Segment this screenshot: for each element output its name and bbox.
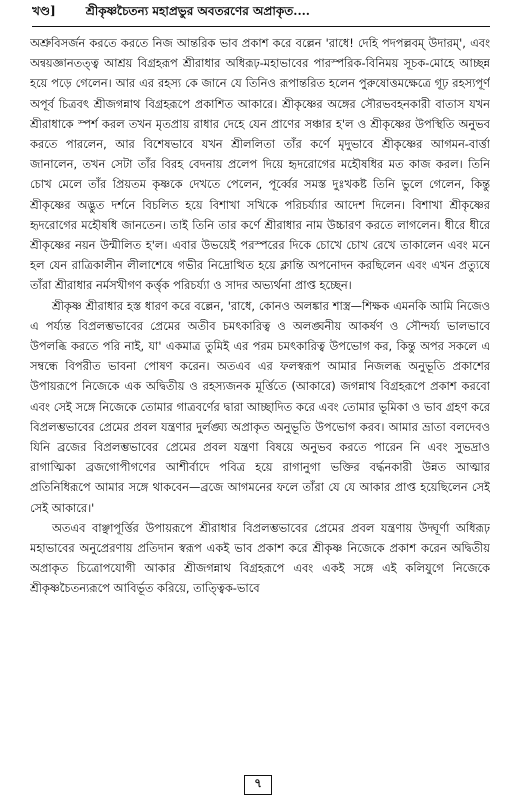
- header-divider: [32, 26, 490, 27]
- paragraph-1: অশ্রুবিসর্জন করতে করতে নিজ আন্তরিক ভাব প্রকাশ করে বল্লেন 'রাধে! দেহি পদপল্লবম্ উদারম্', এবং অন্বয়জ্ঞানতত্ত্ব আশ্রয় বিগ্রহরূপ শ্রীরাধার অধিরূঢ়-মহাভাবের পারস্পরিক-বিনিময় সূচক-মোহে আচ্ছন্ন হয়ে পড়ে গেলেন। আর এর রহস্য কে জানে যে তিনিও রূপান্তরিত হলেন পুরুষোত্তমক্ষেত্রে গূঢ় রহস্যপূর্ণ অপূর্ব চিত্রবৎ শ্রীজগন্নাথ বিগ্রহরূপে প্রকাশিত আকারে। শ্রীকৃষ্ণের অঙ্গের সৌরভবহনকারী বাতাস যখন শ্রীরাধাকে স্পর্শ করল তখন মৃতপ্রায় রাধার দেহে যেন প্রাণের সঞ্চার হ'ল ও শ্রীকৃষ্ণের উপস্থিতি অনুভব করতে পারলেন, আর বিশেষভাবে যখন শ্রীললিতা তাঁর কর্ণে মৃদুভাবে শ্রীকৃষ্ণের আগমন-বার্ত্তা জানালেন, তখন সেটা তাঁর বিরহ বেদনায় প্রলেপ দিয়ে হৃদরোগের মহৌষধির মত কাজ করল। তিনি চোখ মেলে তাঁর প্রিয়তম কৃষ্ণকে দেখতে পেলেন, পূর্ব্বের সমস্ত দুঃখকষ্ট তিনি ভুলে গেলেন, কিন্তু শ্রীকৃষ্ণের অদ্ভুত দর্শনে বিচলিত হয়ে বিশাখা সখিকে পরিচর্য্যার আদেশ দিলেন। বিশাখা শ্রীকৃষ্ণের হৃদরোগের মহৌষধি জানতেন। তাই তিনি তার কর্ণে শ্রীরাধার নাম উচ্চারণ করতে লাগলেন। ধীরে ধীরে শ্রীকৃষ্ণের নয়ন উন্মীলিত হ'ল। এবার উভয়েই পরস্পরের দিকে চোখে চোখ রেখে তাকালেন এবং মনে হল যেন রাত্রিকালীন লীলাশেষে গভীর নিদ্রোত্থিত হয়ে ক্লান্তি অপনোদন করছিলেন এবং এখন প্রত্যুষে তাঁরা শ্রীরাধার নর্মসখীগণ কর্ত্তৃক পরিচর্য্যা ও সাদর অভ্যর্থনা প্রাপ্ত হচ্ছেন।: [30, 36, 490, 293]
- paragraph-2: শ্রীকৃষ্ণ শ্রীরাধার হস্ত ধারণ করে বল্লেন, 'রাধে, কোনও অলঙ্কার শাস্ত্র—শিক্ষক এমনকি আমি নিজেও এ পর্য্যন্ত বিপ্রলম্ভভাবের প্রেমের অতীব চমৎকারিত্ব ও অলঙ্ঘনীয় আকর্ষণ ও সৌন্দর্য্য ভালভাবে উপলব্ধি করতে পরি নাই, যা' একমাত্র তুমিই এর পরম চমৎকারিত্ব উপভোগ কর, কিন্তু অপর সকলে এ সম্বন্ধে বিপরীত ভাবনা পোষণ করেন। অতএব এর ফলস্বরূপ আমার নিজলব্ধ অনুভূতি প্রকাশের উপায়রূপে নিজেকে এক অদ্বিতীয় ও রহস্যজনক মূর্ত্তিতে (আকারে) জগন্নাথ বিগ্রহরূপে প্রকাশ করবো এবং সেই সঙ্গে নিজেকে তোমার গাত্রবর্ণের দ্বারা আচ্ছাদিত করে এবং তোমার ভূমিকা ও ভাব গ্রহণ করে বিপ্রলম্ভভাবের প্রেমের প্রবল যন্ত্রণার দুর্লঙ্ঘ্য অপ্রাকৃত অনুভূতি উপভোগ করব। আমার ভ্রাতা বলদেবও যিনি ব্রজের বিপ্রলম্ভভাবের প্রেমের প্রবল যন্ত্রণা বিষয়ে অনুভব করতে পারেন নি এবং সুভদ্রাও রাগাত্মিকা ব্রজগোপীগণের আশীর্বাদে পবিত্র হয়ে রাগানুগা ভক্তির বর্দ্ধনকারী উন্নত আত্মার প্রতিনিধিরূপে আমার সঙ্গে থাকবেন—ব্রজে আগমনের ফলে তাঁরা যে যে আকার প্রাপ্ত হয়েছিলেন সেই সেই আকারে।': [30, 298, 490, 515]
- running-header: [32, 2, 484, 24]
- body-text: [30, 33, 490, 773]
- page-number: ৭: [244, 775, 272, 795]
- chapter-label: খণ্ড]: [32, 4, 56, 18]
- running-title: শ্রীকৃষ্ণচৈতন্য মহাপ্রভুর অবতরণের অপ্রাকৃত....: [85, 4, 310, 18]
- paragraph-3: অতএব বাঞ্ছাপূর্ত্তির উপায়রূপে শ্রীরাধার বিপ্রলম্ভভাবের প্রেমের প্রবল যন্ত্রণায় উদ্ঘূর্ণা অধিরূঢ় মহাভাবের অনুপ্রেরণায় প্রতিদান স্বরূপ একই ভাব প্রকাশ করে শ্রীকৃষ্ণ নিজেকে প্রকাশ করেন অদ্বিতীয় অপ্রাকৃত চিত্রোপযোগী আকার শ্রীজগন্নাথ বিগ্রহরূপে এবং একই সঙ্গে এই কলিযুগে নিজেকে শ্রীকৃষ্ণচৈতন্যরূপে আবির্ভূত করিয়ে, তাত্ত্বিক-ভাবে: [30, 520, 490, 596]
